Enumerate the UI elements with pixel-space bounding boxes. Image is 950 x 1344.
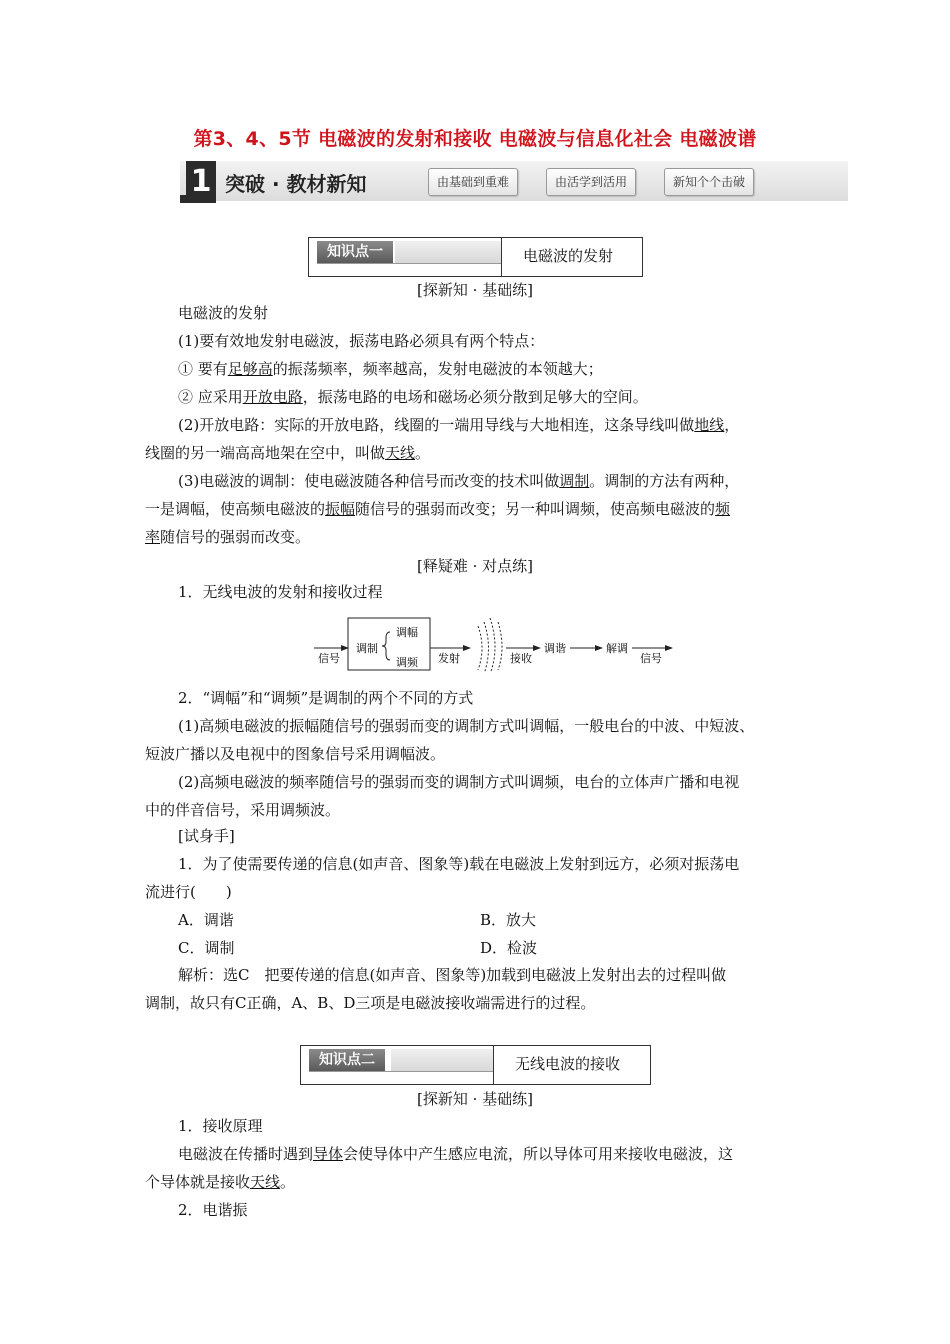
paragraph: 线圈的另一端高高地架在空中，叫做天线。 <box>145 444 431 462</box>
tune-label: 调谐 <box>544 642 566 655</box>
section-heading: 突破 · 教材新知 <box>225 172 367 196</box>
button-basic-to-hard[interactable]: 由基础到重难 <box>428 168 518 196</box>
answer-explanation: 解析：选C 把要传递的信息(如声音、图象等)加载到电磁波上发射出去的过程叫做 <box>178 966 727 984</box>
modulate-label: 调制 <box>356 642 378 655</box>
paragraph: (3)电磁波的调制：使电磁波随各种信号而改变的技术叫做调制。调制的方法有两种， <box>178 472 740 490</box>
option-c[interactable]: C．调制 <box>178 939 235 957</box>
paragraph-heading: 1．接收原理 <box>178 1117 263 1135</box>
button-learn-to-use[interactable]: 由活学到活用 <box>546 168 636 196</box>
wave-arc <box>498 622 502 670</box>
fm-label: 调频 <box>396 656 418 669</box>
question-heading: 1．无线电波的发射和接收过程 <box>178 583 383 601</box>
paragraph: 电磁波在传播时遇到导体会使导体中产生感应电流，所以导体可用来接收电磁波，这 <box>178 1145 734 1163</box>
section-banner <box>180 161 848 201</box>
knowledge-point-2-box <box>300 1045 651 1085</box>
paragraph-heading: 电磁波的发射 <box>178 304 269 322</box>
practice-label: [试身手] <box>178 827 235 845</box>
section-label: [探新知 · 基础练] <box>416 1090 533 1108</box>
paragraph: 率随信号的强弱而改变。 <box>145 528 311 546</box>
section-label: [探新知 · 基础练] <box>416 281 533 299</box>
section-label: [释疑难 · 对点练] <box>416 557 533 575</box>
paragraph: (1)要有效地发射电磁波，振荡电路必须具有两个特点： <box>178 332 545 350</box>
receive-label: 接收 <box>510 652 532 665</box>
knowledge-point-tag: 知识点二 <box>309 1049 385 1071</box>
option-d[interactable]: D．检波 <box>480 939 538 957</box>
brace <box>382 632 390 660</box>
exercise-question: 1．为了使需要传递的信息(如声音、图象等)载在电磁波上发射到远方，必须对振荡电 <box>178 855 740 873</box>
section-number: 1 <box>186 161 216 203</box>
signal-out-label: 信号 <box>640 652 662 665</box>
paragraph: 中的伴音信号，采用调频波。 <box>145 801 341 819</box>
exercise-question: 流进行( ) <box>145 883 232 901</box>
wave-arc <box>484 622 489 672</box>
am-label: 调幅 <box>396 626 418 639</box>
paragraph-heading: 2．电谐振 <box>178 1201 248 1219</box>
signal-in-label: 信号 <box>318 652 340 665</box>
transmission-diagram <box>310 612 680 672</box>
knowledge-point-name: 无线电波的接收 <box>515 1055 621 1073</box>
paragraph: (2)开放电路：实际的开放电路，线圈的一端用导线与大地相连，这条导线叫做地线， <box>178 416 740 434</box>
paragraph: (2)高频电磁波的频率随信号的强弱而变的调制方式叫调频，电台的立体声广播和电视 <box>178 773 740 791</box>
button-master-knowledge[interactable]: 新知个个击破 <box>664 168 754 196</box>
wave-arc <box>478 626 482 670</box>
paragraph: 短波广播以及电视中的图象信号采用调幅波。 <box>145 745 446 763</box>
transmit-label: 发射 <box>438 652 460 665</box>
option-a[interactable]: A．调谐 <box>178 911 234 929</box>
option-b[interactable]: B．放大 <box>480 911 537 929</box>
paragraph: 一是调幅，使高频电磁波的振幅随信号的强弱而改变；另一种叫调频，使高频电磁波的频 <box>145 500 731 518</box>
knowledge-point-1-box <box>308 237 643 277</box>
paragraph: (1)高频电磁波的振幅随信号的强弱而变的调制方式叫调幅，一般电台的中波、中短波、 <box>178 717 755 735</box>
demod-label: 解调 <box>606 642 628 655</box>
paragraph: ② 应采用开放电路，振荡电路的电场和磁场必须分散到足够大的空间。 <box>178 388 648 406</box>
wave-arc <box>490 618 495 672</box>
knowledge-point-name: 电磁波的发射 <box>523 247 614 265</box>
paragraph: 个导体就是接收天线。 <box>145 1173 296 1191</box>
knowledge-point-tag: 知识点一 <box>317 241 393 263</box>
page-title: 第3、4、5节 电磁波的发射和接收 电磁波与信息化社会 电磁波谱 <box>193 128 757 150</box>
answer-explanation: 调制，故只有C正确，A、B、D三项是电磁波接收端需进行的过程。 <box>145 994 596 1012</box>
paragraph: ① 要有足够高的振荡频率，频率越高，发射电磁波的本领越大； <box>178 360 603 378</box>
question-heading: 2．“调幅”和“调频”是调制的两个不同的方式 <box>178 689 474 707</box>
